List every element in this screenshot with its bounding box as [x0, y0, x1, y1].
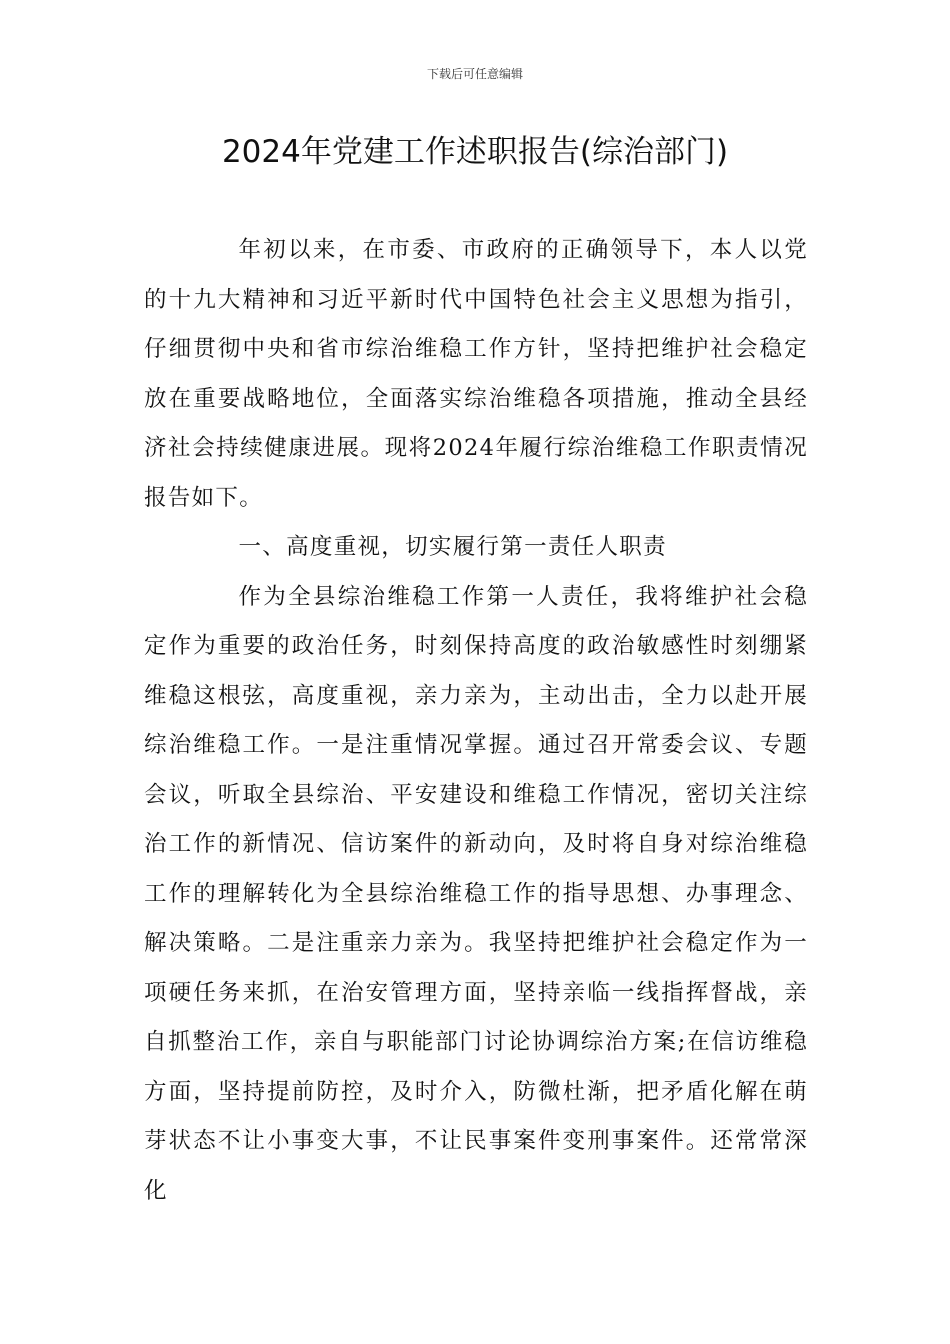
document-title: 2024年党建工作述职报告(综治部门): [221, 134, 729, 170]
body-paragraph-section-1: 作为全县综治维稳工作第一人责任，我将维护社会稳定作为重要的政治任务，时刻保持高度的政治敏感性时刻绷紧维稳这根弦，高度重视，亲力亲为，主动出击，全力以赴开展综治维稳工作。一是注重情况掌握。通过召开常委会议、专题会议，听取全县综治、平安建设和维稳工作情况，密切关注综治工作的新情况、信访案件的新动向，及时将自身对综治维稳工作的理解转化为全县综治维稳工作的指导思想、办事理念、解决策略。二是注重亲力亲为。我坚持把维护社会稳定作为一项硬任务来抓，在治安管理方面，坚持亲临一线指挥督战，亲自抓整治工作，亲自与职能部门讨论协调综治方案;在信访维稳方面，坚持提前防控，及时介入，防微杜渐，把矛盾化解在萌芽状态不让小事变大事，不让民事案件变刑事案件。还常常深化: [144, 583, 808, 1204]
section-heading-1: 一、高度重视，切实履行第一责任人职责: [238, 534, 667, 560]
body-paragraph-intro: 年初以来，在市委、市政府的正确领导下，本人以党的十九大精神和习近平新时代中国特色社会主义思想为指引，仔细贯彻中央和省市综治维稳工作方针，坚持把维护社会稳定放在重要战略地位，全面落实综治维稳各项措施，推动全县经济社会持续健康进展。现将2024年履行综治维稳工作职责情况报告如下。: [144, 237, 808, 511]
header-note: 下载后可任意编辑: [426, 67, 523, 81]
document-body: [144, 226, 808, 1216]
